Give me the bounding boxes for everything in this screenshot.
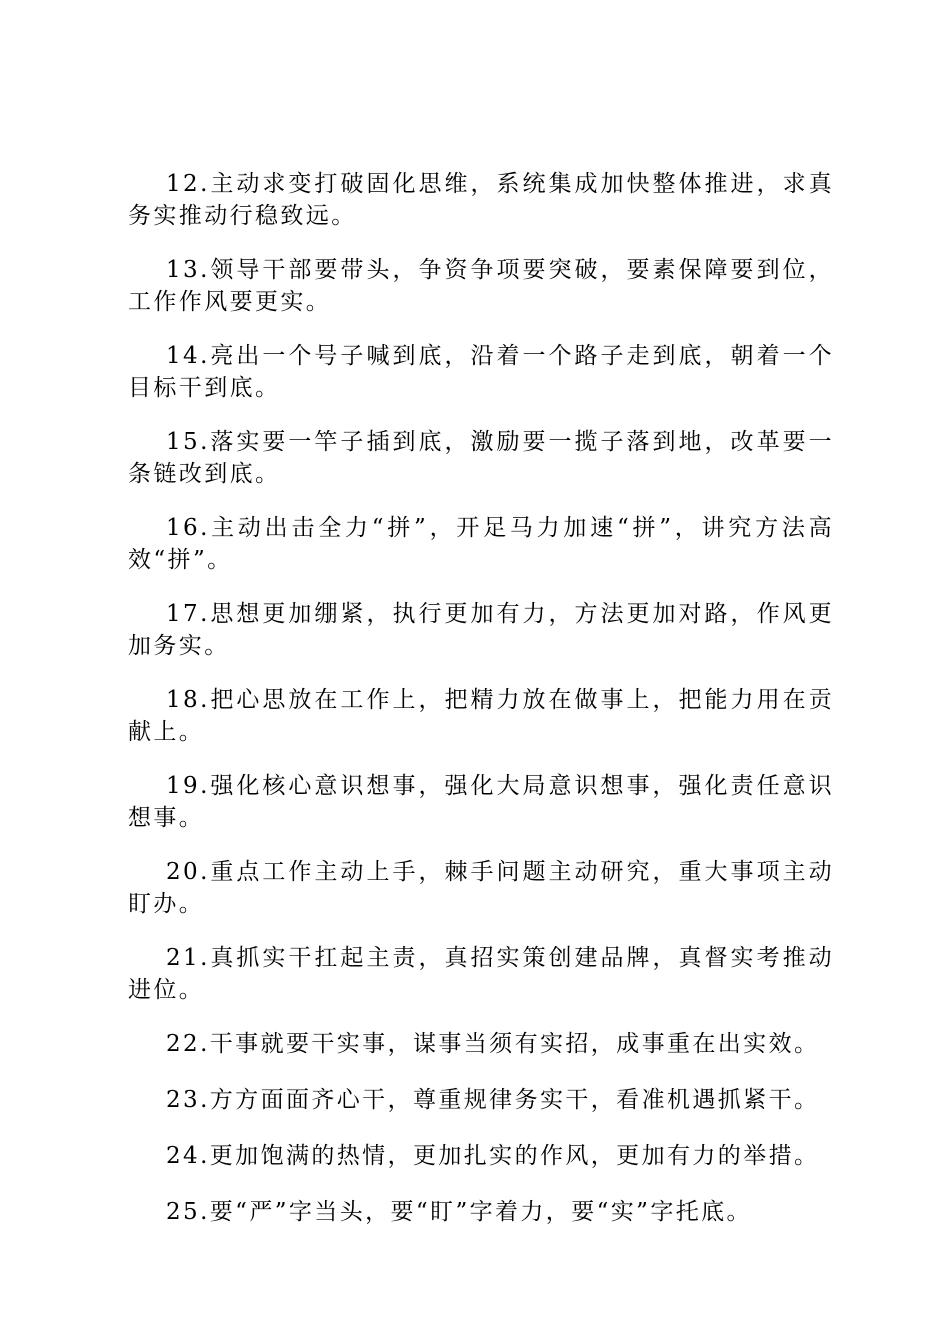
list-item-17: 17.思想更加绷紧，执行更加有力，方法更加对路，作风更加务实。 <box>128 601 834 659</box>
list-item-12: 12.主动求变打破固化思维，系统集成加快整体推进，求真务实推动行稳致远。 <box>128 171 834 229</box>
list-item-18: 18.把心思放在工作上，把精力放在做事上，把能力用在贡献上。 <box>128 687 834 745</box>
list-item-14: 14.亮出一个号子喊到底，沿着一个路子走到底，朝着一个目标干到底。 <box>128 343 834 401</box>
list-item-23: 23.方方面面齐心干，尊重规律务实干，看准机遇抓紧干。 <box>166 1087 820 1113</box>
list-item-22: 22.干事就要干实事，谋事当须有实招，成事重在出实效。 <box>166 1031 820 1057</box>
list-item-15: 15.落实要一竿子插到底，激励要一揽子落到地，改革要一条链改到底。 <box>128 429 834 487</box>
document-body <box>128 168 834 1252</box>
list-item-20: 20.重点工作主动上手，棘手问题主动研究，重大事项主动盯办。 <box>128 859 834 917</box>
list-item-25: 25.要“严”字当头，要“盯”字着力，要“实”字托底。 <box>166 1199 752 1225</box>
list-item-21: 21.真抓实干扛起主责，真招实策创建品牌，真督实考推动进位。 <box>128 945 834 1003</box>
list-item-13: 13.领导干部要带头，争资争项要突破，要素保障要到位，工作作风要更实。 <box>128 257 834 315</box>
list-item-16: 16.主动出击全力“拼”，开足马力加速“拼”，讲究方法高效“拼”。 <box>128 515 834 573</box>
list-item-24: 24.更加饱满的热情，更加扎实的作风，更加有力的举措。 <box>166 1143 820 1169</box>
list-item-19: 19.强化核心意识想事，强化大局意识想事，强化责任意识想事。 <box>128 773 834 831</box>
